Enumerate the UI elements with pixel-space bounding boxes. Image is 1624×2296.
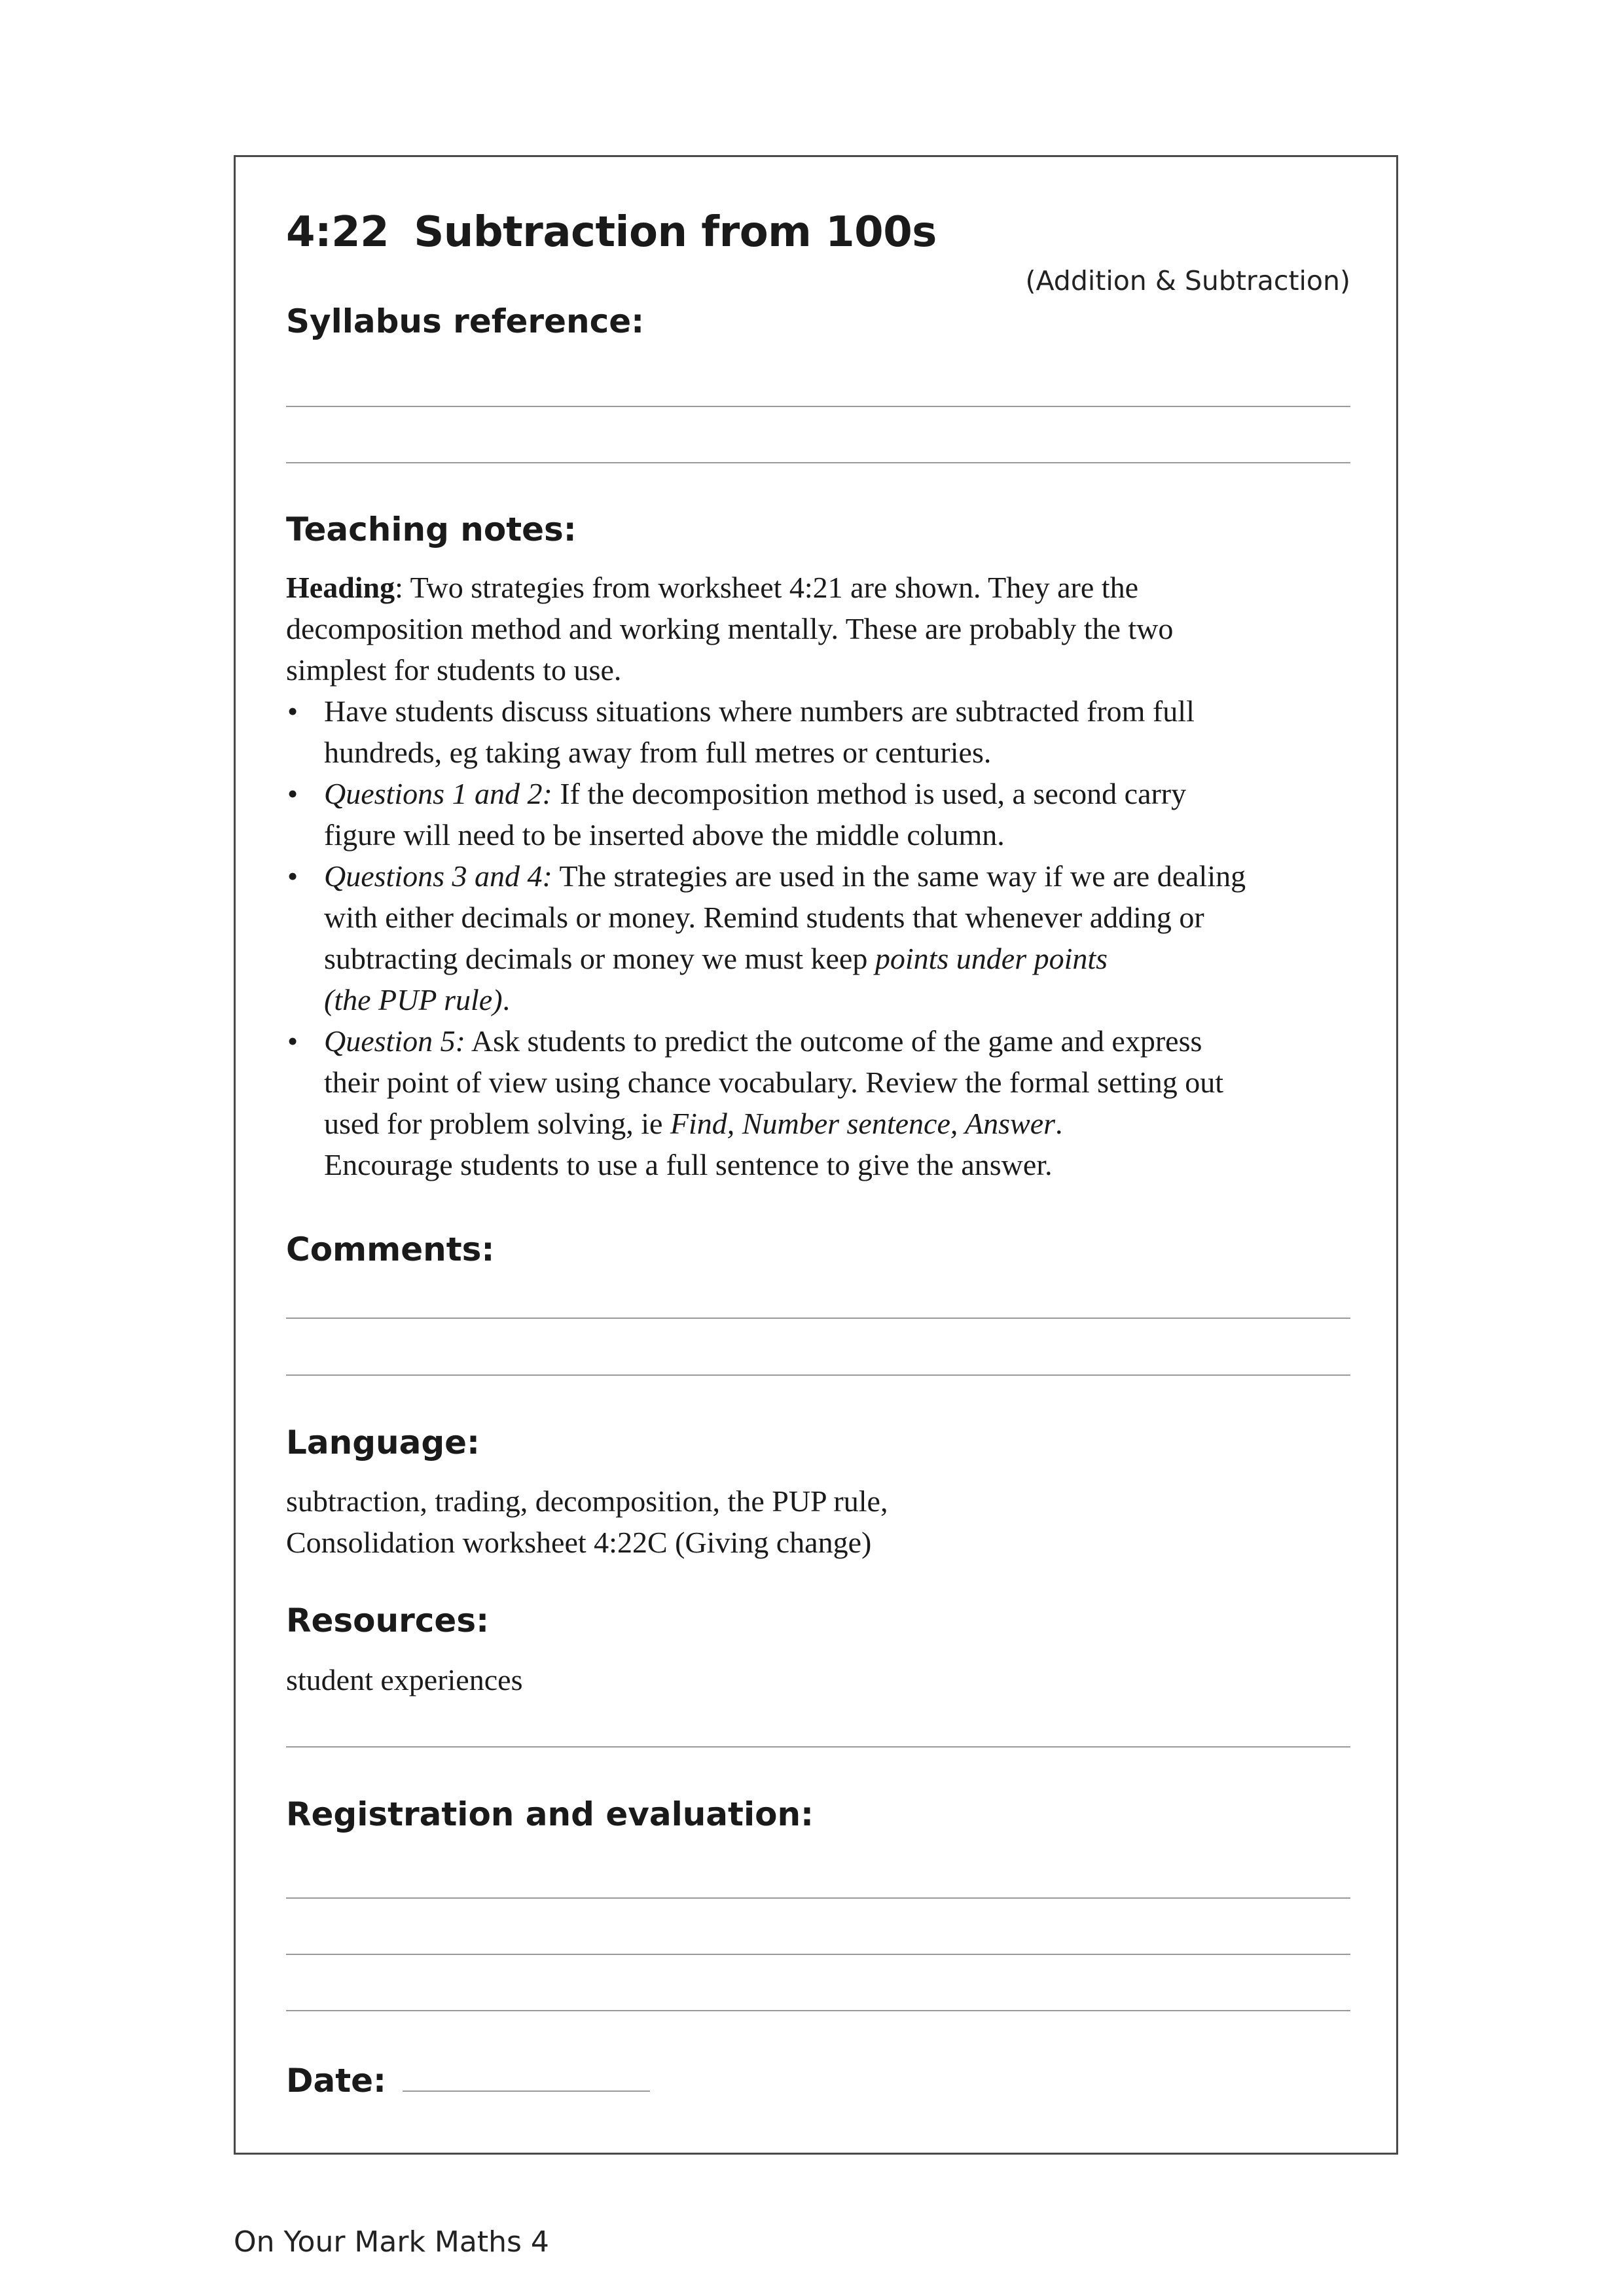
worksheet-number: 4:22 (286, 208, 389, 257)
worksheet-category: (Addition & Subtraction) (1025, 265, 1350, 296)
teaching-note-item: • Questions 3 and 4: The strategies are used in the same way if we are dealing with either decimals or money. Remind students that whenever adding or subtracting decimals or money we must keep points under points (the PUP rule). (286, 855, 1360, 1020)
syllabus-reference-heading: Syllabus reference: (286, 302, 645, 340)
teaching-note-item: • Questions 1 and 2: If the decomposition method is used, a second carry figure will need to be inserted above the middle column. (286, 773, 1360, 855)
language-line-2: Consolidation worksheet 4:22C (Giving change) (286, 1526, 872, 1559)
question-label: Questions 1 and 2: (324, 777, 552, 810)
resources-line (286, 1746, 1350, 1748)
resources-body (286, 1659, 1360, 1700)
language-line-1: subtraction, trading, decomposition, the PUP rule, (286, 1484, 888, 1518)
teaching-note-item: • Question 5: Ask students to predict the outcome of the game and express their point of view using chance vocabulary. Review the formal setting out used for problem solving, ie Find, Number sentence, Answer. Encourage students to use a full sentence to give the answer. (286, 1020, 1360, 1185)
comments-line-2 (286, 1374, 1350, 1376)
syllabus-line-1 (286, 406, 1350, 407)
registration-heading: Registration and evaluation: (286, 1795, 814, 1833)
teaching-notes-intro-line-1: Heading: Two strategies from worksheet 4:21 are shown. They are the (286, 571, 1138, 604)
date-field-line (403, 2090, 650, 2092)
language-body (286, 1480, 1360, 1563)
teaching-notes-body (286, 567, 1360, 1185)
question-label: Questions 3 and 4: (324, 859, 552, 893)
comments-line-1 (286, 1318, 1350, 1319)
teaching-notes-heading: Teaching notes: (286, 511, 577, 548)
teaching-notes-list (286, 691, 1360, 1185)
teaching-note-item: • Have students discuss situations where numbers are subtracted from full hundreds, eg taking away from full metres or centuries. (286, 691, 1360, 773)
worksheet-title (286, 208, 937, 257)
syllabus-line-2 (286, 462, 1350, 463)
question-label: Question 5: (324, 1024, 465, 1058)
registration-line-3 (286, 2010, 1350, 2011)
resources-heading: Resources: (286, 1602, 490, 1640)
comments-heading: Comments: (286, 1230, 495, 1268)
resources-line-1: student experiences (286, 1663, 523, 1696)
teaching-notes-intro-line-3: simplest for students to use. (286, 653, 622, 687)
language-heading: Language: (286, 1424, 480, 1462)
page-footer: On Your Mark Maths 4 (234, 2225, 549, 2259)
teaching-notes-intro-line-2: decomposition method and working mentally. These are probably the two (286, 612, 1174, 645)
heading-label: Heading (286, 571, 395, 604)
worksheet-title-text: Subtraction from 100s (414, 208, 937, 257)
date-heading: Date: (286, 2062, 387, 2100)
registration-line-2 (286, 1954, 1350, 1955)
registration-line-1 (286, 1897, 1350, 1899)
